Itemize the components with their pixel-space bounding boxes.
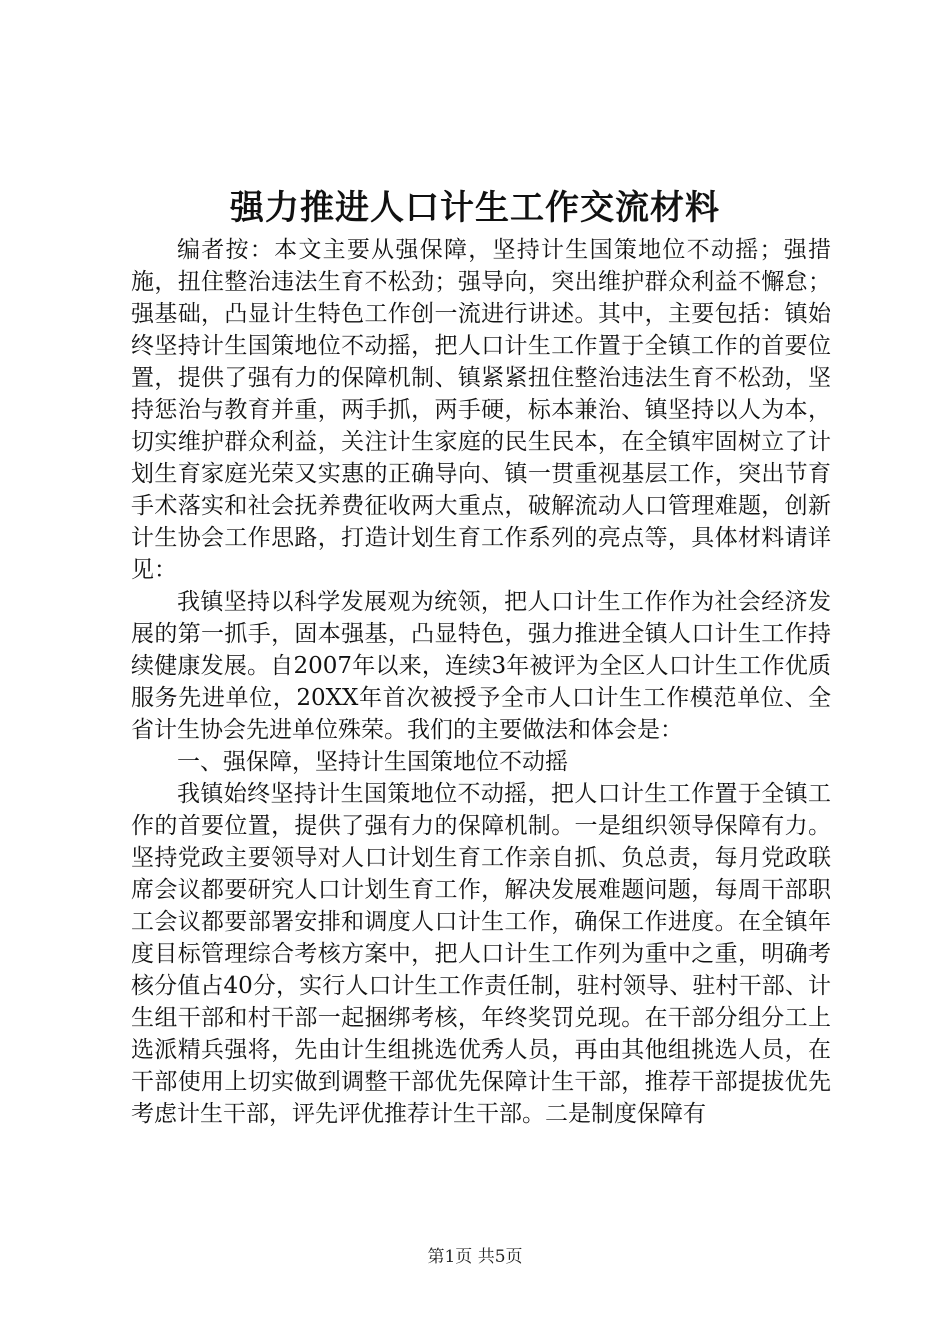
page-footer: 第1页 共5页 [427, 1247, 523, 1267]
document-body [131, 234, 831, 1130]
editor-note-paragraph: 编者按：本文主要从强保障，坚持计生国策地位不动摇；强措施，扭住整治违法生育不松劲；强导向，突出维护群众利益不懈怠；强基础，凸显计生特色工作创一流进行讲述。其中，主要包括：镇始终坚持计生国策地位不动摇，把人口计生工作置于全镇工作的首要位置，提供了强有力的保障机制、镇紧紧扭住整治违法生育不松劲，坚持惩治与教育并重，两手抓，两手硬，标本兼治、镇坚持以人为本，切实维护群众利益，关注计生家庭的民生民本，在全镇牢固树立了计划生育家庭光荣又实惠的正确导向、镇一贯重视基层工作，突出节育手术落实和社会抚养费征收两大重点，破解流动人口管理难题，创新计生协会工作思路，打造计划生育工作系列的亮点等，具体材料请详见： [131, 237, 831, 583]
intro-paragraph: 我镇坚持以科学发展观为统领，把人口计生工作作为社会经济发展的第一抓手，固本强基，凸显特色，强力推进全镇人口计生工作持续健康发展。自2007年以来，连续3年被评为全区人口计生工作优质服务先进单位，20XX年首次被授予全市人口计生工作模范单位、全省计生协会先进单位殊荣。我们的主要做法和体会是： [131, 589, 831, 743]
document-title: 强力推进人口计生工作交流材料 [230, 188, 720, 228]
section-heading: 一、强保障，坚持计生国策地位不动摇 [177, 749, 568, 775]
section-paragraph: 我镇始终坚持计生国策地位不动摇，把人口计生工作置于全镇工作的首要位置，提供了强有力的保障机制。一是组织领导保障有力。坚持党政主要领导对人口计划生育工作亲自抓、负总责，每月党政联席会议都要研究人口计划生育工作，解决发展难题问题，每周干部职工会议都要部署安排和调度人口计生工作，确保工作进度。在全镇年度目标管理综合考核方案中，把人口计生工作列为重中之重，明确考核分值占40分，实行人口计生工作责任制，驻村领导、驻村干部、计生组干部和村干部一起捆绑考核，年终奖罚兑现。在干部分组分工上选派精兵强将，先由计生组挑选优秀人员，再由其他组挑选人员，在干部使用上切实做到调整干部优先保障计生干部，推荐干部提拔优先考虑计生干部，评先评优推荐计生干部。二是制度保障有 [131, 781, 831, 1127]
